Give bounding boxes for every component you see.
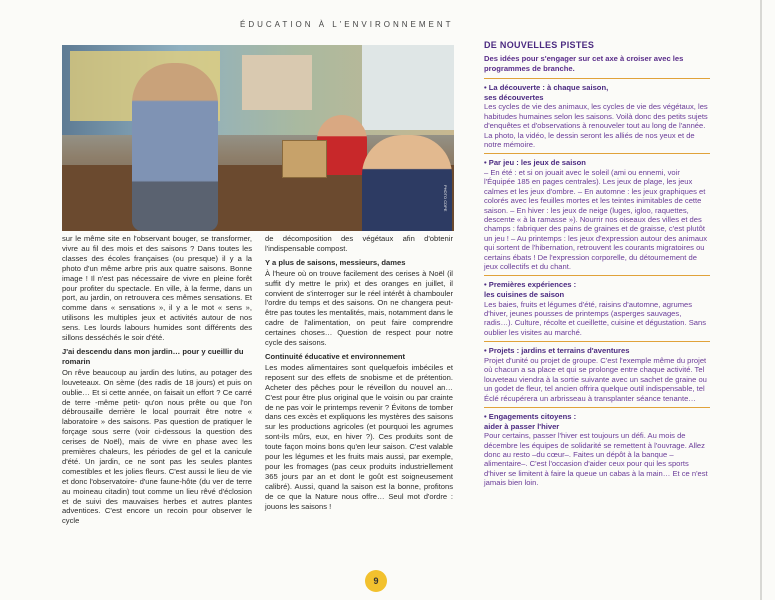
article-column-2 [265,234,453,511]
sidebar-item-subtitle: les cuisines de saison [484,290,565,300]
col2-paragraph-2: À l'heure où on trouve facilement des cerises à Noël (il suffit d'y mettre le prix) et des oranges en juillet, il convient de s'interroger sur le réel intérêt à chambouler l'ordre du temps et des saisons. On ne changera peut-être pas toutes les mentalités, mais, notamment dans le cadre de l'alimentation, on peut faire comprendre certaines choses… Question de respect pour notre cycle des saisons. [265,268,453,348]
photo-wooden-box [282,140,327,178]
photo-credit: PHOTO CDPE [443,184,448,211]
sidebar-item-projets [484,341,710,403]
sidebar-item-jeux [484,153,710,271]
photo-child-blue [362,135,452,231]
sidebar-item-body: Pour certains, passer l'hiver est toujours un défi. Au mois de décembre les équipes de solidarité se remettent à l'ouvrage. Allez donc au resto –du cœur–. Faites un dépôt à la banque –alimentaire–. C'est l'occasion d'aider ceux pour qui les sports d'hiver se limitent à faire la queue un cabas à la main… Et ce n'est jamais bien loin. [484,431,708,488]
col2-heading-2: Continuité éducative et environnement [265,351,406,361]
sidebar-item-body: Projet d'unité ou projet de groupe. C'est l'exemple même du projet où chacun a sa place et qui se prolonge entre chaque activité. Tel louveteau viendra à la sortie suivante avec un sachet de graine ou un godet de fleur, tel ancien offrira quelque outil indispensable, tel Éclé récupérera un arbrisseau à transplanter séance tenante… [484,355,707,403]
running-header: ÉDUCATION À L'ENVIRONNEMENT [240,20,454,29]
sidebar-item-experiences [484,275,710,337]
sidebar-item-title: • Engagements citoyens : [484,411,577,421]
sidebar-item-title: • Projets : jardins et terrains d'aventures [484,346,630,356]
sidebar-item-title: • Premières expériences : [484,280,577,290]
col1-heading: J'ai descendu dans mon jardin… pour y cueillir du romarin [62,346,244,366]
sidebar-item-title: • Par jeu : les jeux de saison [484,158,586,168]
sidebar-item-subtitle: ses découvertes [484,92,544,102]
col1-paragraph-1: sur le même site en l'observant bouger, se transformer, vivre au fil des mois et des saisons ? Dans toutes les classes des écoles françaises (ou presque) il y a la photo d'un même arbre pris aux quatre saisons. Bonne image ! Il n'est pas nécessaire de vivre en pleine forêt pour profiter du spectacle. En ville, à la ferme, dans un port, au jardin, on retrouvera ces mêmes sensations. Et comme dans « sensations », il y a le mot « sens », utilisons les multiples jeux et activités autour de nos sens. Les lourds labours humides sont différents des sillons desséchés le soir d'été. [62,234,252,343]
sidebar-item-body: Les cycles de vie des animaux, les cycles de vie des végétaux, les habitudes humaines selon les saisons. Voilà donc des petits sujets d'enquêtes et d'observations à renouveler tout au long de l'année. La photo, la vidéo, le dessin seront les alliés de nos yeux et de notre mémoire. [484,102,708,149]
page-edge-rule [760,0,762,600]
photo-window [362,45,454,130]
sidebar-intro: Des idées pour s'engager sur cet axe à croiser avec les programmes de branche. [484,54,684,73]
sidebar-item-body: Les baies, fruits et légumes d'été, raisins d'automne, agrumes d'hiver, jeunes pousses de printemps (asperges sauvages, radis…). Culture, récolte et cueillette, cuisine et dégustation. Sans oublier les visites au marché. [484,299,707,337]
photo-leader-figure [132,63,218,231]
sidebar-item-decouverte [484,78,710,149]
sidebar-item-subtitle: aider à passer l'hiver [484,421,560,431]
col1-paragraph-2: On rêve beaucoup au jardin des lutins, au potager des louveteaux. On sème (des radis de 18 jours) et puis on oublie… Et si cette année, on faisait un effort ? Ce carré de terre -même petit- qu'on nous prête ou que l'on débrousaille derrière le local pourrait être notre « laboratoire » des saisons. Pas question de pratiquer le forçage sous serre (voir ci-dessous la question des cerises de Noël), mais de vivre en phase avec les premières chaleurs, les périodes de gel et la canicule d'été. Un jardin, ce ne sont pas les seules plantes comestibles et les jolies fleurs. C'est aussi le lieu de vie et donc l'observatoire- d'une faune-hôte (du ver de terre au moineau citadin) tout comme un lieu rêvé d'éclosion et de suivi des mauvaises herbes et autres plantes adventices. C'est encore un recoin pour observer le cycle [62,367,252,526]
sidebar-title: DE NOUVELLES PISTES [484,40,595,50]
photo-poster-2 [242,55,312,110]
col2-paragraph-1: de décomposition des végétaux afin d'obtenir l'indispensable compost. [265,234,453,253]
scouts-workshop-photo [62,45,454,231]
article-column-1 [62,234,252,526]
sidebar-item-engagements [484,407,710,488]
sidebar-item-title: • La découverte : à chaque saison, [484,83,609,93]
col2-heading-1: Y a plus de saisons, messieurs, dames [265,257,406,267]
sidebar-item-body: – En été : et si on jouait avec le soleil (ami ou ennemi, voir l'Équipée 185 en pages centrales). Les jeux de plage, les jeux calmes et les jeux d'ombre. – En automne : les jeux graphiques et colorés avec les feuilles mortes et les teintes inimitables de cette saison. – En hiver : les jeux de neige (luges, igloo, raquettes, descente « à la ramasse »). Nourrir nos oiseaux des villes et des champs : fabriquer des pains de graines et de graisse, c'est plutôt un jeu ! – Au printemps : les jeux d'expression autour des animaux qui sortent de l'hibernation, retrouvent les courants migratoires ou certains ébats ! De l'expression corporelle, du détournement de jeux collectifs et du chant. [484,168,708,272]
sidebar-new-tracks [484,40,710,580]
page-number-badge: 9 [365,570,387,592]
col2-paragraph-3: Les modes alimentaires sont quelquefois imbéciles et reposent sur des effets de snobisme et de prétention. Acheter des pêches pour le réveillon du nouvel an… C'est pour être plus original que le voisin ou par crainte de ne pas voir le printemps revenir ? Évitons de tomber dans ces excès et expliquons les mystères des saisons sur les productions agricoles (et pourquoi les agrumes sont-ils mûrs, eux, en hiver ?). Ces produits sont de toute façon moins bons qu'en leur saison. C'est valable pour les légumes et les fruits mais aussi, par exemple, pour les fromages (pas ceux produits industriellement 365 jours par an et dont le goût est soigneusement calibré). Aussi, quand la saison est la bonne, profitons de ce que la Nature nous offre… Seul mot d'ordre : jouons les saisons ! [265,362,453,511]
